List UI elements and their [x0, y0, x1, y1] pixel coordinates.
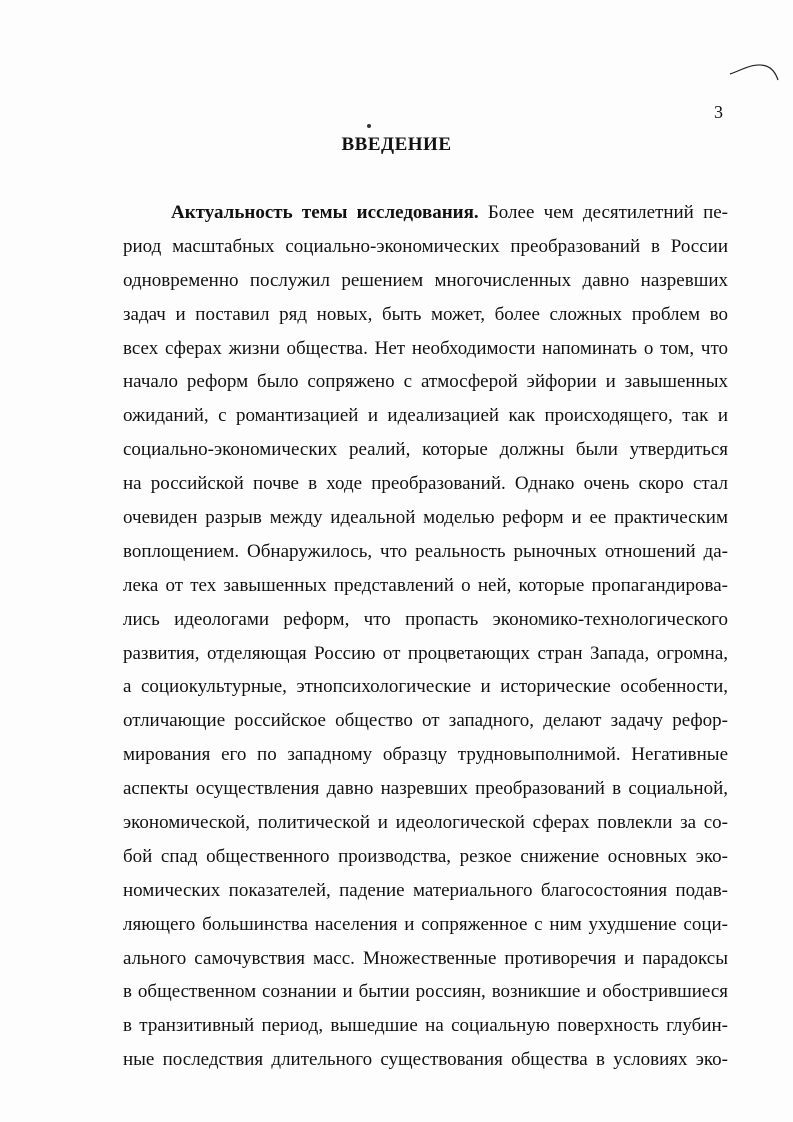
text-line: номических показателей, падение материального благосостояния подав-	[123, 879, 728, 901]
section-heading: ВВЕДЕНИЕ	[341, 134, 452, 155]
text-line: всех сферах жизни общества. Нет необходимости напоминать о том, что	[123, 337, 728, 359]
text-line: ального самочувствия масс. Множественные противоречия и парадоксы	[123, 947, 728, 969]
text-line: одновременно послужил решением многочисленных давно назревших	[123, 269, 728, 291]
text-line: очевиден разрыв между идеальной моделью реформ и ее практическим	[123, 507, 728, 529]
text-line	[123, 196, 728, 230]
text-line: на российской почве в ходе преобразований. Однако очень скоро стал	[123, 473, 728, 495]
text-line: экономической, политической и идеологической сферах повлекли за со-	[123, 812, 728, 834]
text-line: отличающие российское общество от западного, делают задачу рефор-	[123, 710, 728, 732]
text-line: ляющего большинства населения и сопряженное с ним ухудшение соци-	[123, 913, 728, 935]
page-number: 3	[714, 102, 723, 122]
text-line: лись идеологами реформ, что пропасть экономико-технологического	[123, 608, 728, 630]
text-line: задач и поставил ряд новых, быть может, более сложных проблем во	[123, 303, 728, 325]
text-line-content: Более чем десятилетний пе-	[478, 202, 728, 223]
text-line: лека от тех завышенных представлений о ней, которые пропагандирова-	[123, 574, 728, 596]
pen-stroke-mark	[728, 58, 780, 82]
text-line: развития, отделяющая Россию от процветающих стран Запада, огромна,	[123, 642, 728, 664]
text-line: риод масштабных социально-экономических преобразований в России	[123, 235, 728, 257]
text-line: а социокультурные, этнопсихологические и исторические особенности,	[123, 676, 728, 698]
text-line: начало реформ было сопряжено с атмосферой эйфории и завышенных	[123, 371, 728, 393]
text-line: воплощением. Обнаружилось, что реальность рыночных отношений да-	[123, 540, 728, 562]
body-paragraph	[123, 196, 728, 1077]
text-line: ные последствия длительного существования общества в условиях эко-	[123, 1049, 728, 1071]
text-line: в общественном сознании и бытии россиян, возникшие и обострившиеся	[123, 981, 728, 1003]
text-line: аспекты осуществления давно назревших преобразований в социальной,	[123, 778, 728, 800]
text-line: социально-экономических реалий, которые должны были утвердиться	[123, 439, 728, 461]
scan-speck	[367, 124, 371, 128]
text-line: ожиданий, с романтизацией и идеализацией как происходящего, так и	[123, 405, 728, 427]
text-line: в транзитивный период, вышедшие на социальную поверхность глубин-	[123, 1015, 728, 1037]
paragraph-lead: Актуальность темы исследования.	[171, 202, 479, 223]
text-line: мирования его по западному образцу трудновыполнимой. Негативные	[123, 744, 728, 766]
text-line: бой спад общественного производства, резкое снижение основных эко-	[123, 845, 728, 867]
